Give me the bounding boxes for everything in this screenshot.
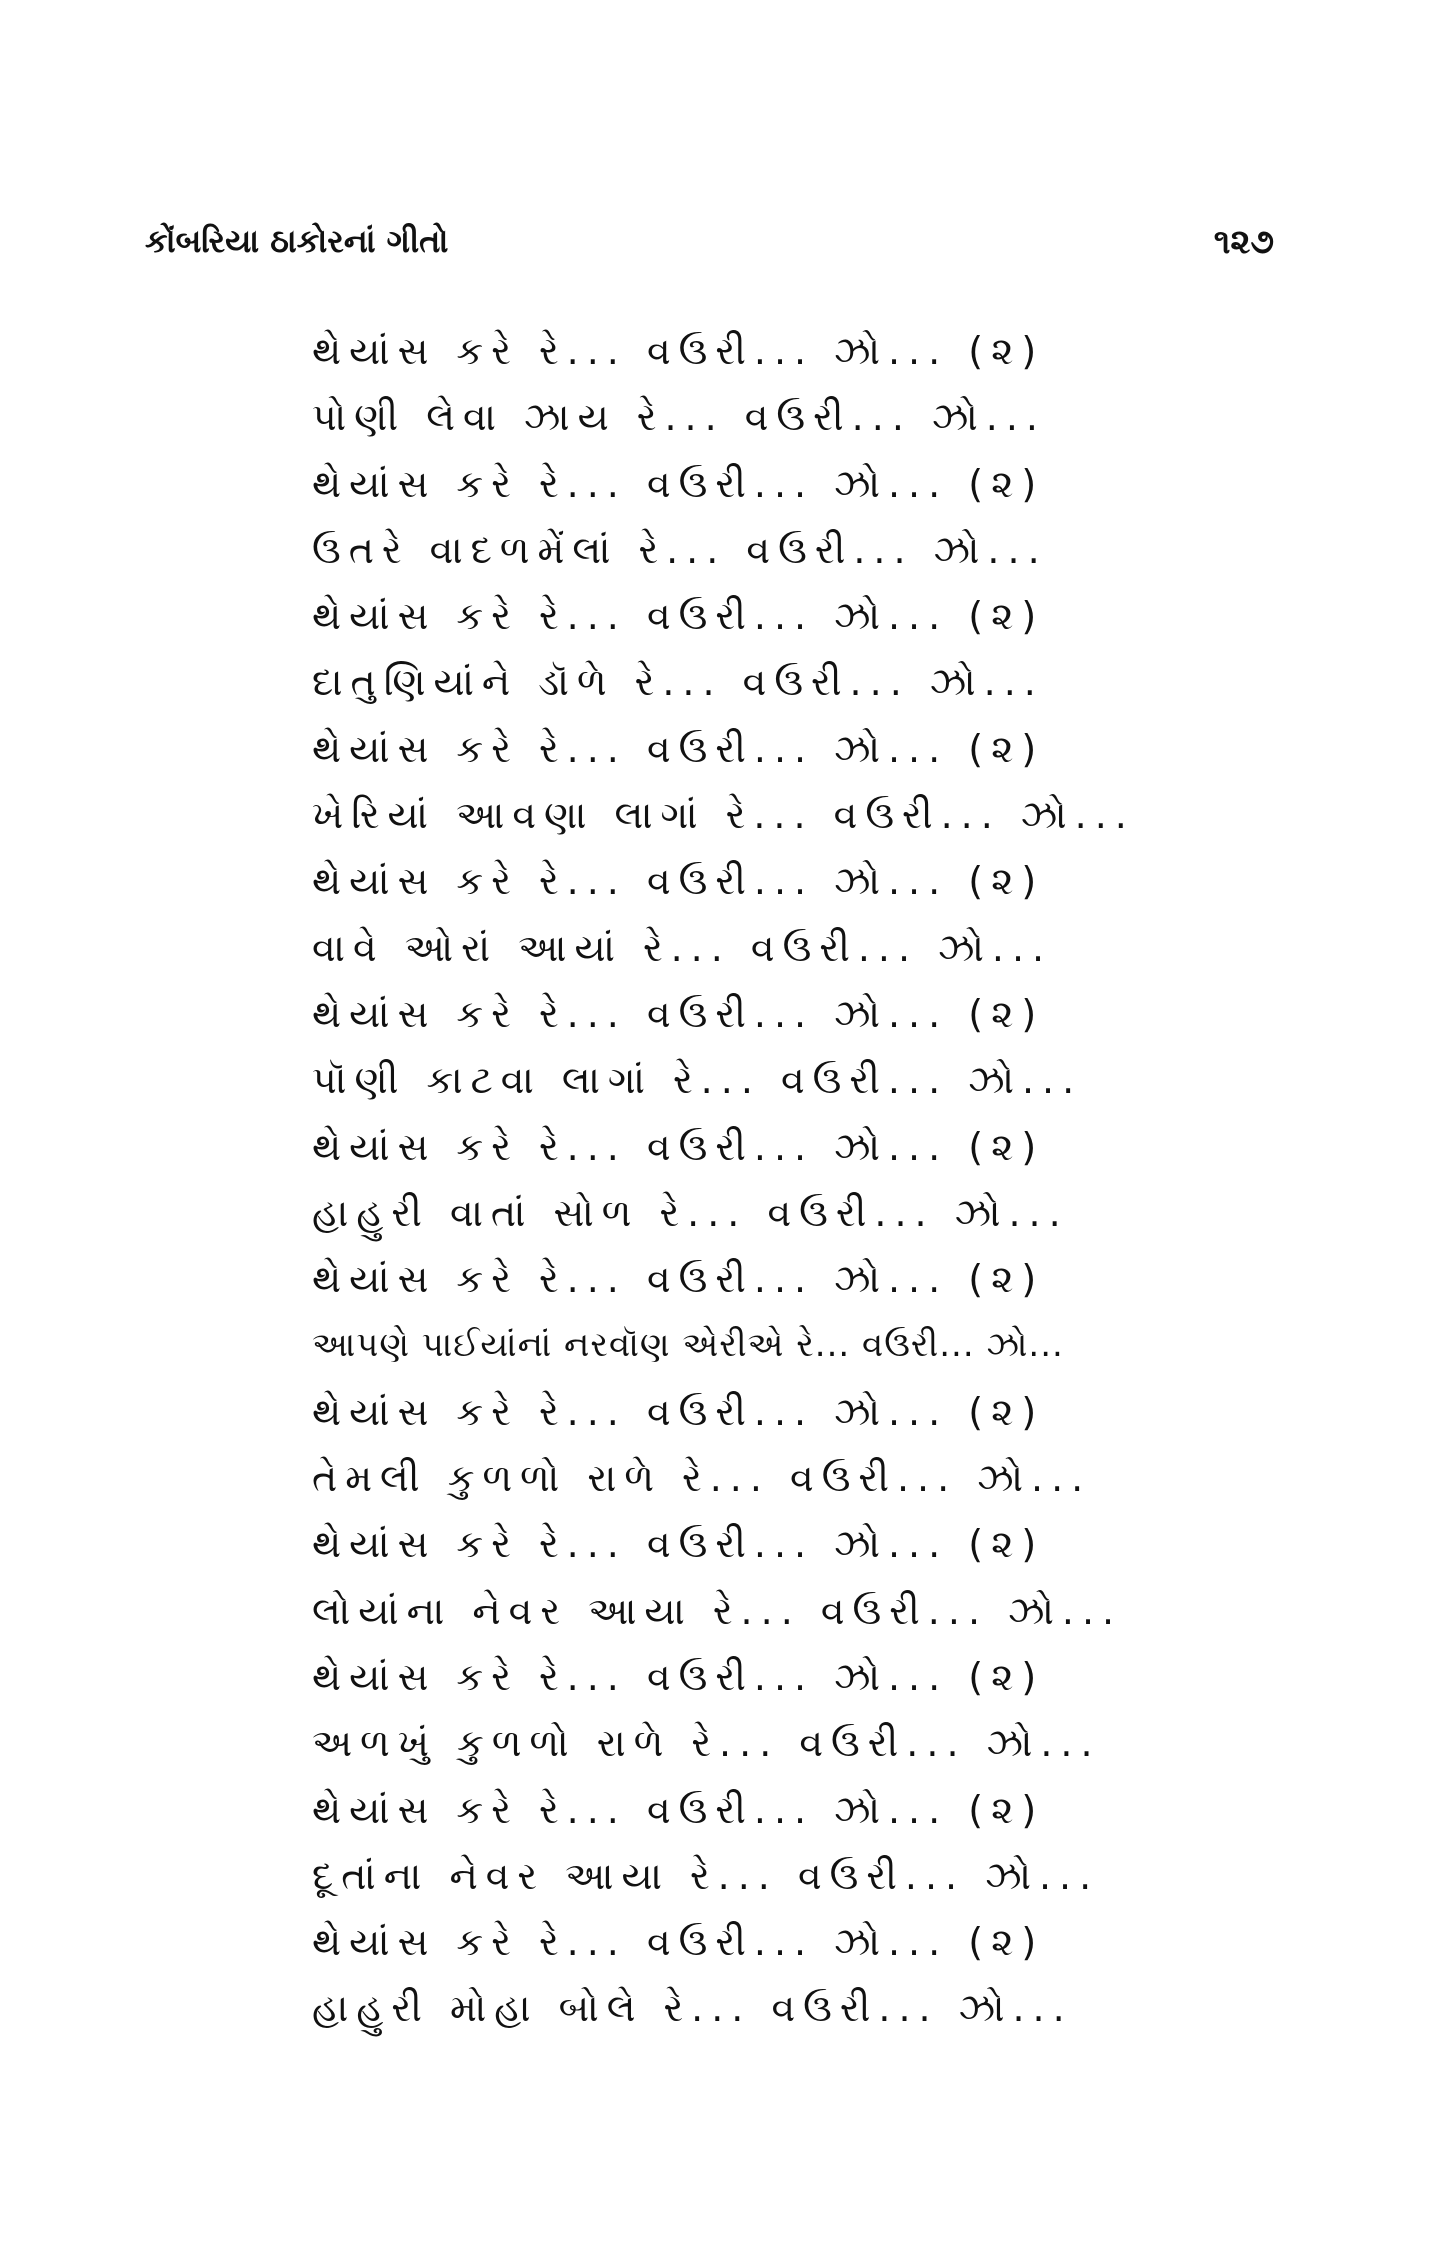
- verse-line: ઉતરે વાદળમેંલાં રે... વઉરી... ઝો...: [312, 527, 1048, 572]
- verse-line: અળખું કુળળો રાળે રે... વઉરી... ઝો...: [312, 1721, 1101, 1766]
- verse-line: થેયાંસ કરે રે... વઉરી... ઝો... (૨): [312, 1522, 1045, 1567]
- verse-line: તેમલી કુળળો રાળે રે... વઉરી... ઝો...: [312, 1456, 1092, 1501]
- verse-line: હાહુરી મોહા બોલે રે... વઉરી... ઝો...: [312, 1986, 1073, 2031]
- verse-line: પોણી લેવા ઝાય રે... વઉરી... ઝો...: [312, 395, 1046, 440]
- verse-line: થેયાંસ કરે રે... વઉરી... ઝો... (૨): [312, 859, 1045, 904]
- verse-line: લોયાંના નેવર આયા રે... વઉરી... ઝો...: [312, 1588, 1123, 1633]
- verse-line: દાતુણિયાંને ડૉળે રે... વઉરી... ઝો...: [312, 660, 1044, 705]
- song-verse: [312, 318, 1312, 2042]
- verse-line: થેયાંસ કરે રે... વઉરી... ઝો... (૨): [312, 1124, 1045, 1169]
- verse-line: થેયાંસ કરે રે... વઉરી... ઝો... (૨): [312, 1654, 1045, 1699]
- verse-line: થેયાંસ કરે રે... વઉરી... ઝો... (૨): [312, 594, 1045, 639]
- verse-line: થેયાંસ કરે રે... વઉરી... ઝો... (૨): [312, 1389, 1045, 1434]
- verse-line: થેયાંસ કરે રે... વઉરી... ઝો... (૨): [312, 329, 1045, 373]
- verse-line: દૂતાંના નેવર આયા રે... વઉરી... ઝો...: [312, 1853, 1100, 1898]
- verse-line: થેયાંસ કરે રે... વઉરી... ઝો... (૨): [312, 726, 1045, 771]
- page-number: ૧૨૭: [1213, 222, 1274, 262]
- verse-line: વાવે ઓરાં આયાં રે... વઉરી... ઝો...: [312, 925, 1053, 970]
- verse-line: થેયાંસ કરે રે... વઉરી... ઝો... (૨): [312, 1787, 1045, 1832]
- verse-line: થેયાંસ કરે રે... વઉરી... ઝો... (૨): [312, 461, 1045, 506]
- verse-line: હાહુરી વાતાં સોળ રે... વઉરી... ઝો...: [312, 1190, 1069, 1235]
- verse-line: થેયાંસ કરે રે... વઉરી... ઝો... (૨): [312, 991, 1045, 1036]
- verse-line: થેયાંસ કરે રે... વઉરી... ઝો... (૨): [312, 1920, 1045, 1965]
- verse-line: થેયાંસ કરે રે... વઉરી... ઝો... (૨): [312, 1257, 1045, 1302]
- verse-line: આપણે પાઈયાંનાં નરવૉણ એરીએ રે... વઉરી... ઝો...: [312, 1325, 1064, 1366]
- verse-line: પૉણી કાટવા લાગાં રે... વઉરી... ઝો...: [312, 1058, 1083, 1103]
- running-title: કોંબરિયા ઠાકોરનાં ગીતો: [145, 222, 449, 260]
- verse-line: ખેરિયાં આવણા લાગાં રે... વઉરી... ઝો...: [312, 793, 1135, 838]
